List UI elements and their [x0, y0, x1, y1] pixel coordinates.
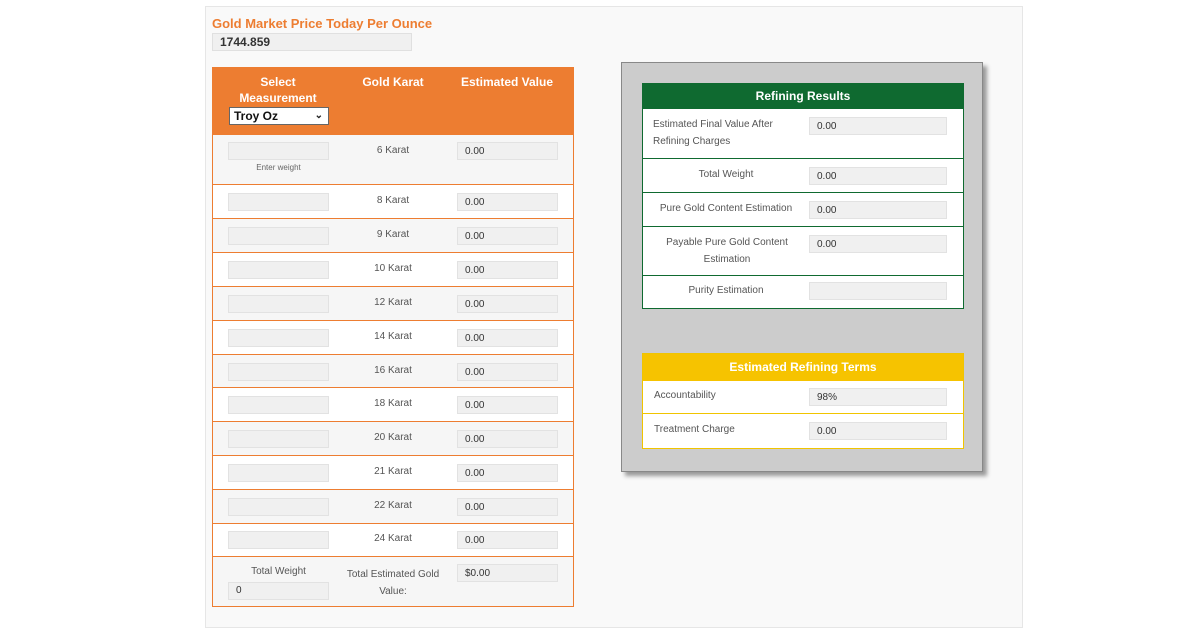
measurement-select-value: Troy Oz: [234, 109, 279, 123]
gold-calculator-table: [212, 67, 574, 607]
weight-input[interactable]: [228, 430, 329, 448]
refining-frame: [621, 62, 983, 472]
calculator-header: [213, 68, 573, 135]
weight-input[interactable]: [228, 396, 329, 414]
result-value[interactable]: 0.00: [809, 167, 947, 185]
karat-header: Gold Karat: [362, 75, 424, 89]
value-header: Estimated Value: [460, 75, 554, 89]
refining-terms-title: Estimated Refining Terms: [643, 354, 963, 381]
result-value[interactable]: 0.00: [809, 235, 947, 253]
table-row: [213, 490, 573, 524]
totals-row: [213, 557, 573, 606]
weight-input[interactable]: [228, 363, 329, 381]
result-label: Payable Pure Gold Content Estimation: [666, 237, 788, 265]
result-label: Estimated Final Value After Refining Charges: [653, 119, 773, 147]
result-row: [643, 227, 963, 276]
table-row: [213, 524, 573, 557]
total-weight-field[interactable]: 0: [228, 582, 329, 600]
result-row: [643, 193, 963, 227]
estimated-value-field[interactable]: 0.00: [457, 498, 558, 516]
result-value[interactable]: 0.00: [809, 117, 947, 135]
karat-label: 9 Karat: [376, 229, 410, 240]
estimated-value-field[interactable]: 0.00: [457, 430, 558, 448]
table-row: [213, 388, 573, 422]
karat-label: 6 Karat: [376, 145, 410, 156]
estimated-value-field[interactable]: 0.00: [457, 329, 558, 347]
chevron-down-icon: ⌄: [314, 110, 323, 121]
table-row: [213, 456, 573, 490]
weight-input[interactable]: [228, 531, 329, 549]
total-value-label: Total Estimated Gold Value:: [346, 569, 440, 597]
market-price-title: Gold Market Price Today Per Ounce: [212, 16, 433, 31]
result-value[interactable]: [809, 282, 947, 300]
karat-label: 22 Karat: [374, 500, 412, 511]
refining-results-box: [642, 83, 964, 309]
terms-row: [643, 381, 963, 414]
estimated-value-field[interactable]: 0.00: [457, 295, 558, 313]
refining-results-title: Refining Results: [643, 84, 963, 109]
table-row: [213, 135, 573, 185]
estimated-value-field[interactable]: 0.00: [457, 142, 558, 160]
measurement-select[interactable]: [229, 107, 329, 125]
karat-label: 20 Karat: [374, 432, 412, 443]
estimated-value-field[interactable]: 0.00: [457, 363, 558, 381]
result-row: [643, 109, 963, 159]
terms-label: Accountability: [654, 390, 716, 401]
table-row: [213, 321, 573, 355]
result-row: [643, 276, 963, 308]
table-row: [213, 355, 573, 388]
table-row: [213, 287, 573, 321]
estimated-value-field[interactable]: 0.00: [457, 227, 558, 245]
weight-input[interactable]: [228, 329, 329, 347]
estimated-value-field[interactable]: 0.00: [457, 531, 558, 549]
weight-input[interactable]: [228, 261, 329, 279]
karat-label: 18 Karat: [374, 398, 412, 409]
karat-label: 21 Karat: [374, 466, 412, 477]
table-row: [213, 422, 573, 456]
karat-label: 10 Karat: [374, 263, 412, 274]
measurement-header: Select Measurement: [239, 75, 317, 105]
terms-value[interactable]: 98%: [809, 388, 947, 406]
result-label: Purity Estimation: [688, 285, 764, 296]
estimated-value-field[interactable]: 0.00: [457, 261, 558, 279]
refining-terms-box: [642, 353, 964, 449]
weight-input[interactable]: [228, 295, 329, 313]
weight-input[interactable]: [228, 193, 329, 211]
table-row: [213, 253, 573, 287]
result-label: Pure Gold Content Estimation: [659, 203, 793, 214]
total-weight-label: Total Weight: [251, 566, 306, 577]
terms-value[interactable]: 0.00: [809, 422, 947, 440]
result-label: Total Weight: [698, 169, 754, 180]
weight-input[interactable]: [228, 227, 329, 245]
result-row: [643, 159, 963, 193]
karat-label: 8 Karat: [376, 195, 410, 206]
estimated-value-field[interactable]: 0.00: [457, 464, 558, 482]
table-row: [213, 219, 573, 253]
karat-label: 14 Karat: [374, 331, 412, 342]
table-row: [213, 185, 573, 219]
weight-input[interactable]: [228, 464, 329, 482]
weight-input[interactable]: [228, 498, 329, 516]
karat-label: 24 Karat: [374, 533, 412, 544]
terms-row: [643, 414, 963, 448]
terms-label: Treatment Charge: [654, 424, 735, 435]
weight-input[interactable]: [228, 142, 329, 160]
weight-hint: Enter weight: [256, 163, 301, 172]
estimated-value-field[interactable]: 0.00: [457, 396, 558, 414]
result-value[interactable]: 0.00: [809, 201, 947, 219]
estimated-value-field[interactable]: 0.00: [457, 193, 558, 211]
market-price-field[interactable]: 1744.859: [212, 33, 412, 51]
karat-label: 16 Karat: [374, 365, 412, 376]
karat-label: 12 Karat: [374, 297, 412, 308]
total-value-field[interactable]: $0.00: [457, 564, 558, 582]
